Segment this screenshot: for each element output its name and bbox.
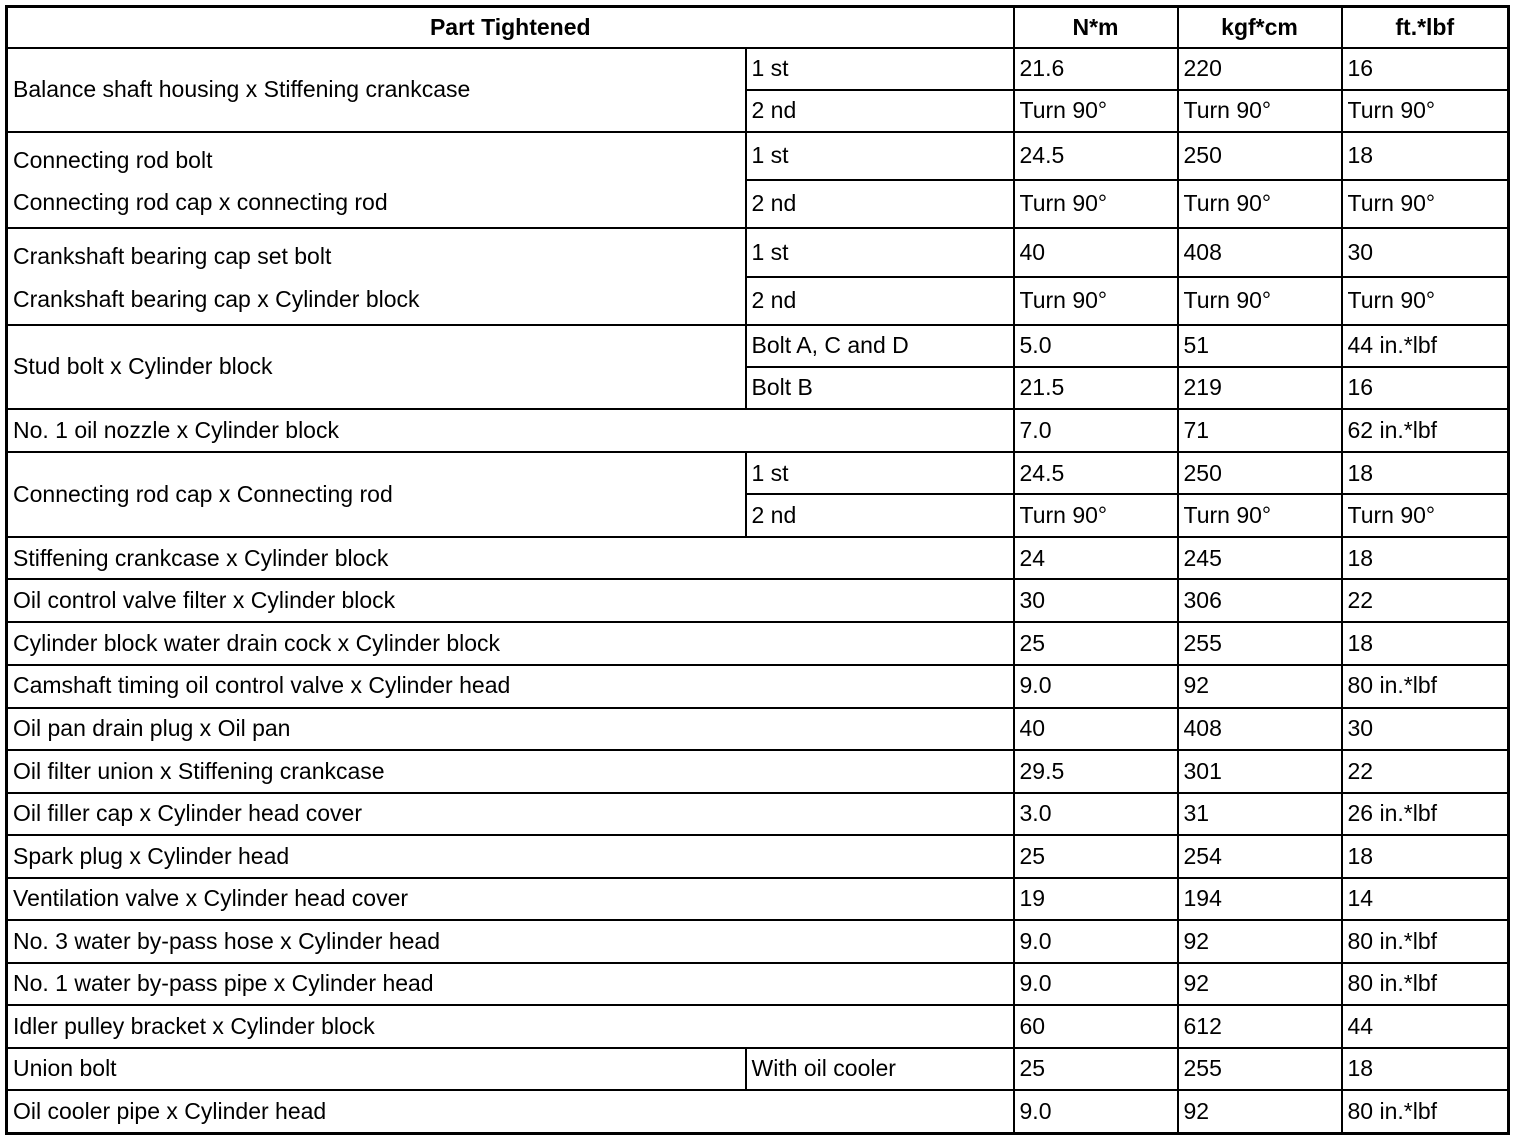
ft-cell: 30 [1342, 228, 1509, 277]
part-cell: Cylinder block water drain cock x Cylinder block [7, 622, 1014, 664]
kgf-cell: 194 [1178, 878, 1342, 920]
table-row [7, 452, 1509, 494]
nm-cell: 24 [1014, 537, 1178, 579]
kgf-cell: 245 [1178, 537, 1342, 579]
part-cell: Oil cooler pipe x Cylinder head [7, 1090, 1014, 1133]
step-cell: 1 st [746, 452, 1014, 494]
ft-cell: Turn 90° [1342, 277, 1509, 325]
part-cell: Connecting rod cap x Connecting rod [7, 452, 746, 537]
table-row [7, 1005, 1509, 1048]
table-row [7, 920, 1509, 963]
kgf-cell: Turn 90° [1178, 494, 1342, 537]
ft-cell: 44 [1342, 1005, 1509, 1048]
step-cell: Bolt B [746, 367, 1014, 409]
ft-cell: 80 in.*lbf [1342, 665, 1509, 708]
kgf-cell: 250 [1178, 452, 1342, 494]
part-label-primary: Connecting rod bolt [13, 146, 213, 173]
table-row [7, 963, 1509, 1005]
step-cell: 2 nd [746, 90, 1014, 132]
table-row [7, 537, 1509, 579]
step-cell: 2 nd [746, 277, 1014, 325]
part-cell: Spark plug x Cylinder head [7, 835, 1014, 878]
kgf-cell: Turn 90° [1178, 180, 1342, 228]
ft-cell: 80 in.*lbf [1342, 963, 1509, 1005]
table-row [7, 750, 1509, 793]
ft-cell: 14 [1342, 878, 1509, 920]
table-row [7, 793, 1509, 835]
kgf-cell: 92 [1178, 920, 1342, 963]
nm-cell: 5.0 [1014, 325, 1178, 367]
table-row [7, 835, 1509, 878]
kgf-cell: 31 [1178, 793, 1342, 835]
ft-cell: 30 [1342, 708, 1509, 750]
nm-cell: 24.5 [1014, 452, 1178, 494]
kgf-cell: 92 [1178, 1090, 1342, 1133]
table-row [7, 708, 1509, 750]
nm-cell: 21.5 [1014, 367, 1178, 409]
nm-cell: 25 [1014, 835, 1178, 878]
table-row [7, 409, 1509, 452]
table-row [7, 325, 1509, 367]
part-cell: Stud bolt x Cylinder block [7, 325, 746, 409]
part-cell: Ventilation valve x Cylinder head cover [7, 878, 1014, 920]
ft-cell: 44 in.*lbf [1342, 325, 1509, 367]
ft-cell: Turn 90° [1342, 90, 1509, 132]
ft-cell: 62 in.*lbf [1342, 409, 1509, 452]
kgf-cell: 255 [1178, 622, 1342, 664]
kgf-cell: 92 [1178, 963, 1342, 1005]
part-cell: Oil filler cap x Cylinder head cover [7, 793, 1014, 835]
nm-cell: 9.0 [1014, 665, 1178, 708]
nm-cell: 19 [1014, 878, 1178, 920]
nm-cell: 25 [1014, 1048, 1178, 1090]
ft-cell: Turn 90° [1342, 180, 1509, 228]
kgf-cell: Turn 90° [1178, 90, 1342, 132]
part-cell: Idler pulley bracket x Cylinder block [7, 1005, 1014, 1048]
nm-cell: 24.5 [1014, 132, 1178, 180]
step-cell: 1 st [746, 228, 1014, 277]
header-part-tightened: Part Tightened [7, 7, 1014, 48]
nm-cell: 21.6 [1014, 48, 1178, 90]
ft-cell: 18 [1342, 622, 1509, 664]
part-cell: Oil filter union x Stiffening crankcase [7, 750, 1014, 793]
nm-cell: 30 [1014, 579, 1178, 622]
table-row [7, 48, 1509, 90]
part-cell: Camshaft timing oil control valve x Cylinder head [7, 665, 1014, 708]
step-cell: 1 st [746, 48, 1014, 90]
step-cell: 2 nd [746, 494, 1014, 537]
ft-cell: 80 in.*lbf [1342, 920, 1509, 963]
nm-cell: 60 [1014, 1005, 1178, 1048]
part-cell: No. 1 water by-pass pipe x Cylinder head [7, 963, 1014, 1005]
ft-cell: 16 [1342, 367, 1509, 409]
kgf-cell: Turn 90° [1178, 277, 1342, 325]
ft-cell: 18 [1342, 835, 1509, 878]
kgf-cell: 71 [1178, 409, 1342, 452]
kgf-cell: 255 [1178, 1048, 1342, 1090]
part-label-primary: Crankshaft bearing cap set bolt [13, 243, 332, 270]
table-row [7, 622, 1509, 664]
nm-cell: 3.0 [1014, 793, 1178, 835]
ft-cell: 80 in.*lbf [1342, 1090, 1509, 1133]
part-cell: No. 1 oil nozzle x Cylinder block [7, 409, 1014, 452]
part-cell [7, 132, 746, 228]
ft-cell: 18 [1342, 1048, 1509, 1090]
part-cell: No. 3 water by-pass hose x Cylinder head [7, 920, 1014, 963]
nm-cell: Turn 90° [1014, 494, 1178, 537]
nm-cell: Turn 90° [1014, 277, 1178, 325]
torque-specification-table [5, 5, 1510, 1135]
kgf-cell: 250 [1178, 132, 1342, 180]
table-row [7, 579, 1509, 622]
header-nm: N*m [1014, 7, 1178, 48]
step-cell: 2 nd [746, 180, 1014, 228]
kgf-cell: 408 [1178, 228, 1342, 277]
ft-cell: 26 in.*lbf [1342, 793, 1509, 835]
part-label-secondary: Crankshaft bearing cap x Cylinder block [13, 286, 420, 313]
step-cell: 1 st [746, 132, 1014, 180]
part-cell: Oil pan drain plug x Oil pan [7, 708, 1014, 750]
part-cell: Stiffening crankcase x Cylinder block [7, 537, 1014, 579]
nm-cell: Turn 90° [1014, 180, 1178, 228]
nm-cell: 7.0 [1014, 409, 1178, 452]
ft-cell: Turn 90° [1342, 494, 1509, 537]
table-row [7, 878, 1509, 920]
header-kgf-cm: kgf*cm [1178, 7, 1342, 48]
step-cell: With oil cooler [746, 1048, 1014, 1090]
kgf-cell: 51 [1178, 325, 1342, 367]
step-cell: Bolt A, C and D [746, 325, 1014, 367]
kgf-cell: 254 [1178, 835, 1342, 878]
nm-cell: Turn 90° [1014, 90, 1178, 132]
ft-cell: 18 [1342, 132, 1509, 180]
nm-cell: 9.0 [1014, 920, 1178, 963]
kgf-cell: 219 [1178, 367, 1342, 409]
table-row [7, 228, 1509, 277]
table-row [7, 132, 1509, 180]
table-row [7, 1048, 1509, 1090]
nm-cell: 9.0 [1014, 1090, 1178, 1133]
kgf-cell: 220 [1178, 48, 1342, 90]
ft-cell: 22 [1342, 579, 1509, 622]
part-cell [7, 228, 746, 325]
kgf-cell: 301 [1178, 750, 1342, 793]
header-ft-lbf: ft.*lbf [1342, 7, 1509, 48]
kgf-cell: 306 [1178, 579, 1342, 622]
ft-cell: 22 [1342, 750, 1509, 793]
kgf-cell: 408 [1178, 708, 1342, 750]
part-label-secondary: Connecting rod cap x connecting rod [13, 189, 388, 216]
table-row [7, 665, 1509, 708]
nm-cell: 40 [1014, 708, 1178, 750]
ft-cell: 18 [1342, 452, 1509, 494]
ft-cell: 18 [1342, 537, 1509, 579]
header-row [7, 7, 1509, 48]
nm-cell: 40 [1014, 228, 1178, 277]
kgf-cell: 92 [1178, 665, 1342, 708]
ft-cell: 16 [1342, 48, 1509, 90]
nm-cell: 9.0 [1014, 963, 1178, 1005]
nm-cell: 29.5 [1014, 750, 1178, 793]
part-cell: Oil control valve filter x Cylinder block [7, 579, 1014, 622]
part-cell: Union bolt [7, 1048, 746, 1090]
part-cell: Balance shaft housing x Stiffening crankcase [7, 48, 746, 132]
nm-cell: 25 [1014, 622, 1178, 664]
kgf-cell: 612 [1178, 1005, 1342, 1048]
table-row [7, 1090, 1509, 1133]
